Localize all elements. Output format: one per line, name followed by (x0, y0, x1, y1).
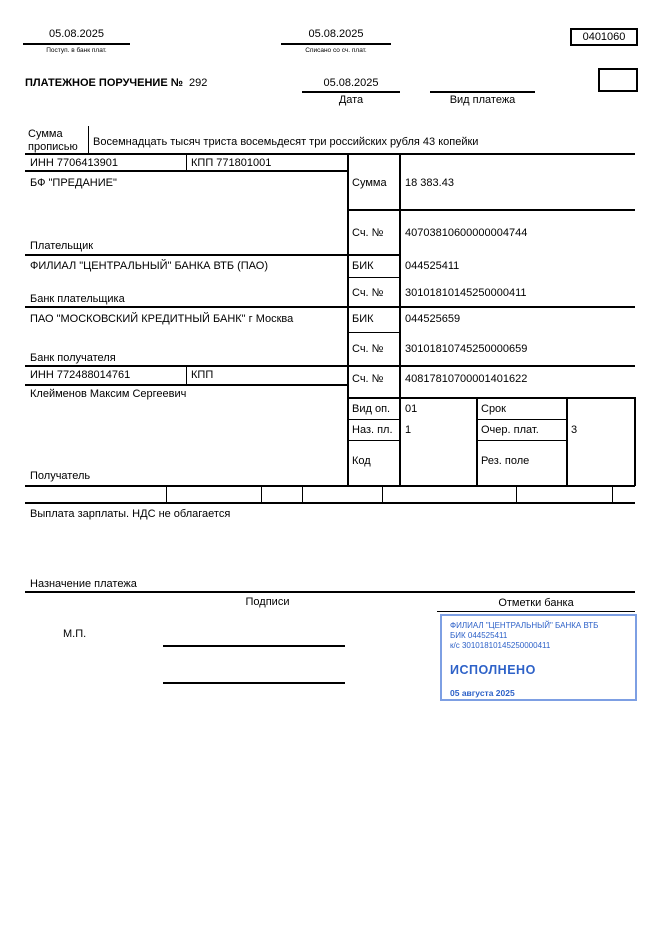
signatures-heading: Подписи (245, 596, 290, 608)
signature-line (163, 682, 345, 684)
payee-inn: ИНН 772488014761 (30, 369, 131, 381)
divider (302, 91, 400, 93)
divider (347, 440, 400, 441)
received-date-label: Поступ. в банк плат. (46, 47, 107, 54)
pay-purpose-code-label: Наз. пл. (352, 424, 393, 436)
divider (261, 487, 262, 502)
payer-bank-bik-value: 044525411 (405, 260, 460, 272)
doc-title: ПЛАТЕЖНОЕ ПОРУЧЕНИЕ № (25, 77, 183, 89)
signature-line (163, 645, 345, 647)
payment-purpose-text: Выплата зарплаты. НДС не облагается (30, 508, 231, 520)
divider (25, 485, 635, 487)
divider (347, 277, 400, 278)
divider (430, 91, 535, 93)
divider (382, 487, 383, 502)
divider (25, 306, 635, 308)
stamp-corr-account: к/с 30101810145250000411 (450, 641, 551, 650)
divider (186, 365, 187, 384)
payee-account-value: 40817810700001401622 (405, 373, 528, 385)
divider (347, 332, 400, 333)
divider (281, 43, 391, 45)
divider (25, 170, 347, 172)
op-kind-label: Вид оп. (352, 403, 391, 415)
doc-date-label: Дата (338, 94, 364, 106)
debited-date-label: Списано со сч. плат. (305, 47, 367, 54)
bank-stamp (440, 614, 637, 701)
reserve-field-label: Рез. поле (481, 455, 530, 467)
payment-kind-box (598, 68, 638, 92)
payee-name: Клейменов Максим Сергеевич (30, 388, 187, 400)
code-label: Код (352, 455, 371, 467)
divider (166, 487, 167, 502)
stamp-status: ИСПОЛНЕНО (450, 663, 536, 677)
payment-kind-label: Вид платежа (449, 94, 516, 106)
payee-section-label: Получатель (30, 470, 91, 482)
payee-bank-bik-label: БИК (352, 313, 374, 325)
payer-account-label: Сч. № (352, 227, 384, 239)
payer-section-label: Плательщик (30, 240, 94, 252)
divider (25, 153, 635, 155)
amount-words-value: Восемнадцать тысяч триста восемьдесят три российских рубля 43 копейки (93, 136, 479, 148)
doc-title-row (25, 77, 207, 90)
bank-marks-heading: Отметки банка (498, 597, 574, 609)
payer-bank-bik-label: БИК (352, 260, 374, 272)
payee-bank-account-value: 30101810745250000659 (405, 343, 528, 355)
stamp-date: 05 августа 2025 (450, 688, 515, 698)
divider (612, 487, 613, 502)
payer-bank-section-label: Банк плательщика (30, 293, 125, 305)
divider (437, 611, 635, 612)
divider (399, 153, 401, 486)
divider (25, 365, 635, 367)
payer-bank-name: ФИЛИАЛ "ЦЕНТРАЛЬНЫЙ" БАНКА ВТБ (ПАО) (30, 260, 268, 272)
divider (566, 397, 568, 486)
debited-date: 05.08.2025 (308, 28, 364, 40)
payee-kpp-label: КПП (191, 369, 214, 381)
divider (186, 153, 187, 170)
mp-label: М.П. (63, 628, 87, 640)
form-code-box (570, 28, 638, 46)
payee-bank-bik-value: 044525659 (405, 313, 461, 325)
form-code: 0401060 (582, 31, 626, 43)
divider (634, 397, 636, 486)
divider (347, 397, 635, 399)
amount-label: Сумма (352, 177, 387, 189)
stamp-bank-name: ФИЛИАЛ "ЦЕНТРАЛЬНЫЙ" БАНКА ВТБ (450, 621, 599, 630)
payer-kpp: КПП 771801001 (191, 157, 272, 169)
priority-value: 3 (571, 424, 578, 436)
payer-bank-account-value: 30101810145250000411 (405, 287, 527, 299)
payee-bank-name: ПАО "МОСКОВСКИЙ КРЕДИТНЫЙ БАНК" г Москва (30, 313, 294, 325)
pay-purpose-code-value: 1 (405, 424, 412, 436)
doc-number: 292 (189, 77, 208, 89)
divider (25, 591, 635, 593)
divider (347, 419, 400, 420)
stamp-bik: БИК 044525411 (450, 631, 508, 640)
divider (302, 487, 303, 502)
divider (25, 384, 347, 386)
divider (25, 254, 400, 256)
payee-bank-account-label: Сч. № (352, 343, 384, 355)
payment-purpose-label: Назначение платежа (30, 578, 137, 590)
op-kind-value: 01 (405, 403, 418, 415)
payer-name: БФ "ПРЕДАНИЕ" (30, 177, 117, 189)
received-date: 05.08.2025 (48, 28, 105, 40)
amount-words-label: Сумма прописью (28, 128, 78, 153)
divider (476, 419, 566, 420)
priority-label: Очер. плат. (481, 424, 539, 436)
payer-inn: ИНН 7706413901 (30, 157, 119, 169)
divider (476, 440, 566, 441)
payee-account-label: Сч. № (352, 373, 384, 385)
amount-value: 18 383.43 (405, 177, 454, 189)
divider (88, 126, 89, 154)
divider (347, 209, 635, 211)
payer-bank-account-label: Сч. № (352, 287, 384, 299)
divider (476, 397, 478, 486)
doc-date: 05.08.2025 (323, 77, 379, 89)
divider (347, 153, 349, 486)
payer-account-value: 40703810600000004744 (405, 227, 528, 239)
payee-bank-section-label: Банк получателя (30, 352, 116, 364)
divider (516, 487, 517, 502)
term-label: Срок (481, 403, 506, 415)
divider (23, 43, 130, 45)
divider (25, 502, 635, 504)
